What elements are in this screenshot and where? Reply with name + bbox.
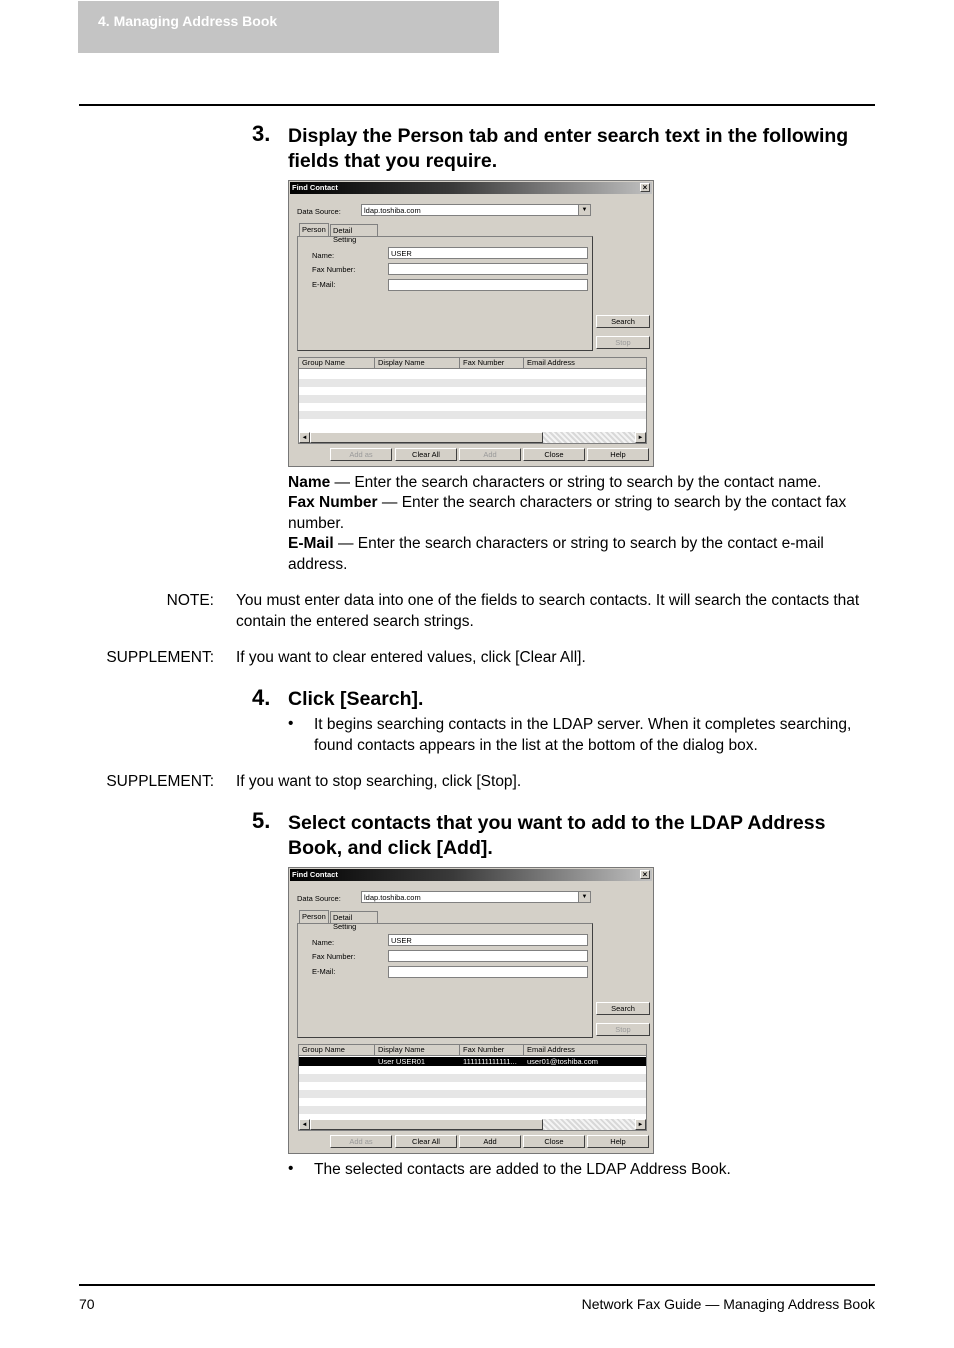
fax-number-label: Fax Number:	[312, 265, 356, 274]
supplement-label: SUPPLEMENT:	[106, 773, 214, 790]
field-description-name	[288, 473, 878, 494]
column-email-address[interactable]: Email Address	[524, 358, 647, 369]
data-source-label: Data Source:	[297, 894, 341, 903]
dialog-title: Find Contact	[292, 870, 338, 879]
desc-name: — Enter the search characters or string to search by the contact name.	[330, 474, 822, 491]
table-row-selected[interactable]	[299, 1057, 646, 1066]
dialog-titlebar	[290, 869, 652, 881]
step-5-number: 5.	[252, 808, 271, 833]
data-source-label: Data Source:	[297, 207, 341, 216]
fax-number-field[interactable]	[388, 263, 588, 275]
row-display-name: User USER01	[378, 1057, 426, 1066]
note-text: You must enter data into one of the fields to search contacts. It will search the contacts that contain the entered search strings.	[236, 592, 860, 630]
data-source-value: ldap.toshiba.com	[364, 206, 421, 215]
desc-email: — Enter the search characters or string to search by the contact e-mail address.	[288, 535, 824, 573]
add-as-button[interactable]: Add as	[330, 1135, 392, 1148]
bullet-icon: •	[288, 1160, 294, 1177]
supplement-text: If you want to clear entered values, click [Clear All].	[236, 649, 586, 666]
supplement-label: SUPPLEMENT:	[106, 649, 214, 666]
name-label: Name:	[312, 938, 335, 947]
close-icon[interactable]: ×	[640, 183, 650, 192]
person-panel	[297, 236, 593, 351]
fax-number-field[interactable]	[388, 950, 588, 962]
term-name: Name	[288, 474, 331, 491]
note-label: NOTE:	[166, 592, 214, 609]
list-row-stripe	[299, 411, 646, 419]
chevron-down-icon[interactable]: ▼	[578, 205, 590, 215]
desc-fax-number: — Enter the search characters or string to search by the contact fax number.	[288, 494, 847, 532]
data-source-value: ldap.toshiba.com	[364, 893, 421, 902]
step-4-title: Click [Search].	[288, 688, 424, 710]
scroll-left-icon[interactable]: ◄	[299, 432, 310, 443]
find-contact-dialog-results	[288, 867, 654, 1154]
scrollbar-thumb[interactable]	[310, 1119, 543, 1130]
tab-detail-setting[interactable]: Detail Setting	[330, 224, 378, 236]
find-contact-dialog	[288, 180, 654, 467]
tab-person[interactable]: Person	[299, 223, 329, 236]
field-description-fax	[288, 493, 878, 534]
column-group-name[interactable]: Group Name	[299, 1045, 375, 1056]
list-row-stripe	[299, 1090, 646, 1098]
horizontal-scrollbar[interactable]	[299, 1119, 646, 1130]
add-button[interactable]: Add	[459, 1135, 521, 1148]
data-source-select[interactable]	[361, 204, 591, 216]
clear-all-button[interactable]: Clear All	[395, 1135, 457, 1148]
row-email: user01@toshiba.com	[527, 1057, 598, 1066]
step-3-number: 3.	[252, 121, 271, 146]
stop-button[interactable]: Stop	[596, 1023, 650, 1036]
email-label: E-Mail:	[312, 967, 336, 976]
name-field[interactable]	[388, 934, 588, 946]
close-button[interactable]: Close	[523, 1135, 585, 1148]
term-email: E-Mail	[288, 535, 334, 552]
column-fax-number[interactable]: Fax Number	[460, 1045, 524, 1056]
column-display-name[interactable]: Display Name	[375, 358, 460, 369]
clear-all-button[interactable]: Clear All	[395, 448, 457, 461]
column-display-name[interactable]: Display Name	[375, 1045, 460, 1056]
search-button[interactable]: Search	[596, 1002, 650, 1015]
email-label: E-Mail:	[312, 280, 336, 289]
dialog-titlebar	[290, 182, 652, 194]
results-list[interactable]	[298, 357, 647, 444]
bullet-icon: •	[288, 715, 294, 732]
bottom-divider	[79, 1284, 875, 1286]
horizontal-scrollbar[interactable]	[299, 432, 646, 443]
footer-title: Network Fax Guide — Managing Address Book	[581, 1296, 875, 1312]
add-button[interactable]: Add	[459, 448, 521, 461]
section-title: 4. Managing Address Book	[98, 13, 278, 29]
scrollbar-thumb[interactable]	[310, 432, 543, 443]
list-row-stripe	[299, 1106, 646, 1114]
results-list[interactable]	[298, 1044, 647, 1131]
name-label: Name:	[312, 251, 335, 260]
email-field[interactable]	[388, 966, 588, 978]
name-value: USER	[391, 936, 412, 945]
dialog-title: Find Contact	[292, 183, 338, 192]
page-number: 70	[79, 1296, 95, 1312]
field-description-email	[288, 534, 878, 575]
tab-person[interactable]: Person	[299, 910, 329, 923]
step-5-bullet: The selected contacts are added to the LDAP Address Book.	[314, 1161, 731, 1178]
close-button[interactable]: Close	[523, 448, 585, 461]
row-fax-number: 1111111111111...	[463, 1057, 517, 1066]
supplement-text: If you want to stop searching, click [Stop].	[236, 773, 522, 790]
stop-button[interactable]: Stop	[596, 336, 650, 349]
email-field[interactable]	[388, 279, 588, 291]
scroll-left-icon[interactable]: ◄	[299, 1119, 310, 1130]
name-field[interactable]	[388, 247, 588, 259]
term-fax-number: Fax Number	[288, 494, 378, 511]
fax-number-label: Fax Number:	[312, 952, 356, 961]
column-fax-number[interactable]: Fax Number	[460, 358, 524, 369]
step-4-number: 4.	[252, 685, 271, 710]
scroll-right-icon[interactable]: ►	[635, 1119, 646, 1130]
person-panel	[297, 923, 593, 1038]
list-row-stripe	[299, 379, 646, 387]
column-group-name[interactable]: Group Name	[299, 358, 375, 369]
name-value: USER	[391, 249, 412, 258]
close-icon[interactable]: ×	[640, 870, 650, 879]
column-email-address[interactable]: Email Address	[524, 1045, 647, 1056]
help-button[interactable]: Help	[587, 1135, 649, 1148]
tab-detail-setting[interactable]: Detail Setting	[330, 911, 378, 923]
step-5-title: Select contacts that you want to add to the LDAP Address Book, and click [Add].	[288, 812, 826, 859]
step-4-bullet: It begins searching contacts in the LDAP server. When it completes searching, found contacts appears in the list at the bottom of the dialog box.	[314, 716, 852, 754]
section-header-tab	[78, 1, 499, 53]
list-row-stripe	[299, 1074, 646, 1082]
search-button[interactable]: Search	[596, 315, 650, 328]
add-as-button[interactable]: Add as	[330, 448, 392, 461]
step-3-title: Display the Person tab and enter search text in the following fields that you require.	[288, 125, 849, 172]
help-button[interactable]: Help	[587, 448, 649, 461]
chevron-down-icon[interactable]: ▼	[578, 892, 590, 902]
data-source-select[interactable]	[361, 891, 591, 903]
results-list-header	[299, 358, 646, 369]
scroll-right-icon[interactable]: ►	[635, 432, 646, 443]
results-list-header	[299, 1045, 646, 1056]
list-row-stripe	[299, 395, 646, 403]
top-divider	[79, 104, 875, 106]
